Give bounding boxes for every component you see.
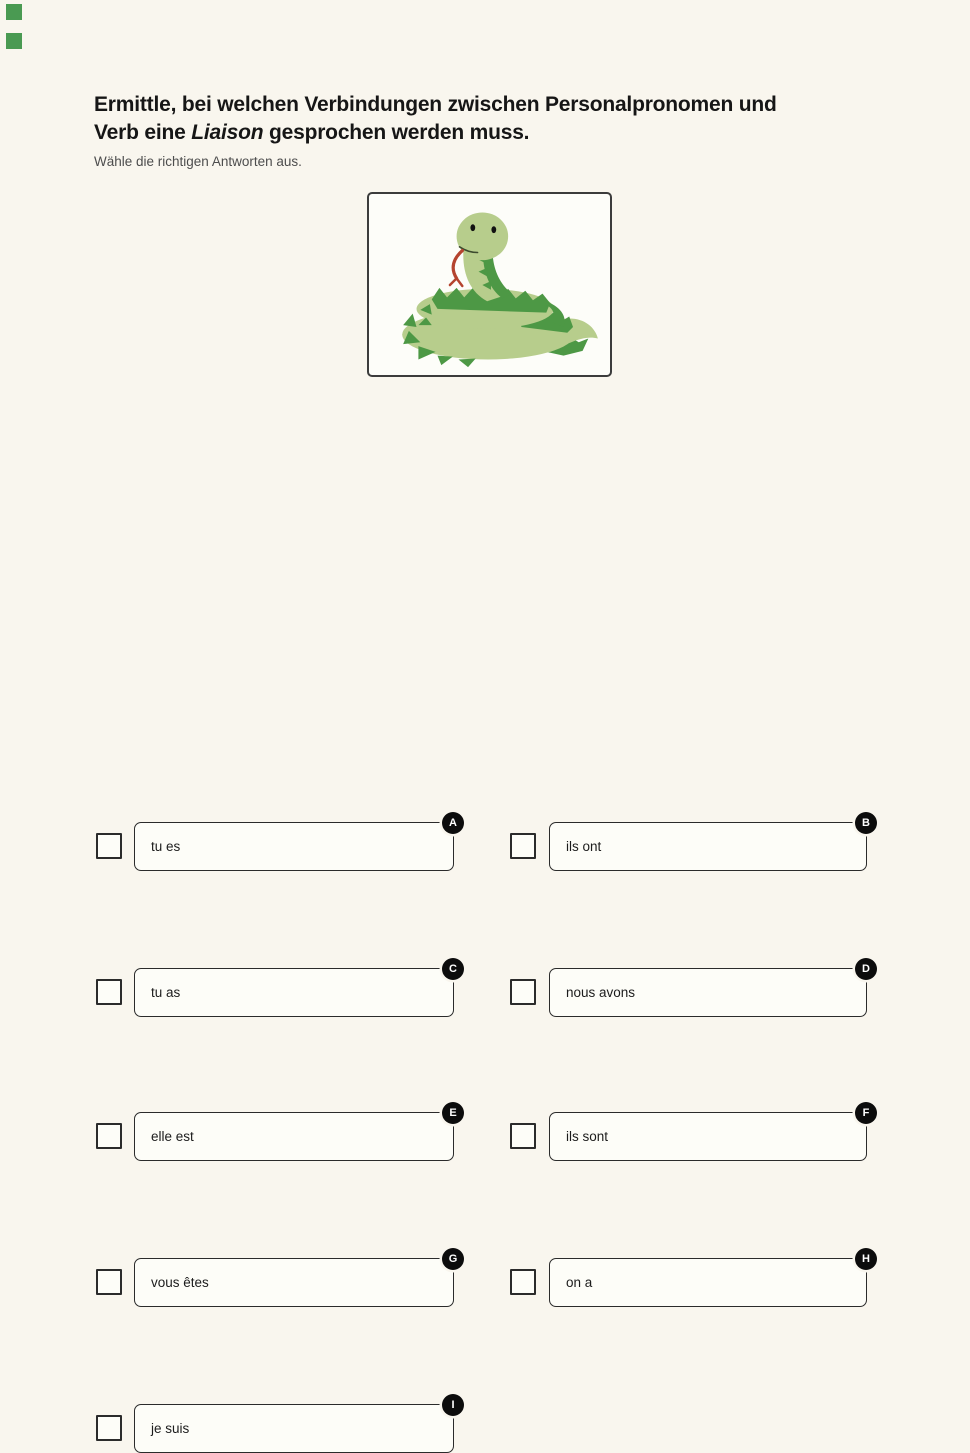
option-checkbox-b[interactable] <box>510 833 536 859</box>
option-letter-badge: E <box>442 1102 464 1124</box>
option-checkbox-i[interactable] <box>96 1415 122 1441</box>
italic-term: Liaison <box>191 121 264 144</box>
option-letter-badge: G <box>442 1248 464 1270</box>
option-checkbox-a[interactable] <box>96 833 122 859</box>
option-checkbox-g[interactable] <box>96 1269 122 1295</box>
option-letter-badge: B <box>855 812 877 834</box>
option-text: on a <box>566 1275 593 1290</box>
exercise-instruction: Wähle die richtigen Antworten aus. <box>94 154 302 169</box>
option-text: tu as <box>151 985 181 1000</box>
exercise-title <box>94 91 894 147</box>
option-letter-badge: F <box>855 1102 877 1124</box>
option-box-a[interactable] <box>134 817 457 871</box>
option-letter-badge: C <box>442 958 464 980</box>
option-text: tu es <box>151 839 181 854</box>
option-text: ils sont <box>566 1129 609 1144</box>
option-checkbox-e[interactable] <box>96 1123 122 1149</box>
option-box-i[interactable] <box>134 1399 455 1453</box>
exercise-title-line1: Ermittle, bei welchen Verbindungen zwischen Personalpronomen und <box>94 93 777 116</box>
option-box-h[interactable] <box>549 1253 870 1307</box>
option-box-e[interactable] <box>134 1107 457 1161</box>
option-box-d[interactable] <box>549 963 870 1017</box>
option-checkbox-c[interactable] <box>96 979 122 1005</box>
exercise-title-line2: Verb eine Liaison gesprochen werden muss. <box>94 121 530 144</box>
option-checkbox-h[interactable] <box>510 1269 536 1295</box>
option-box-f[interactable] <box>549 1107 870 1161</box>
option-text: nous avons <box>566 985 636 1000</box>
option-checkbox-d[interactable] <box>510 979 536 1005</box>
green-square-marker <box>6 4 22 20</box>
option-text: ils ont <box>566 839 602 854</box>
option-text: elle est <box>151 1129 194 1144</box>
option-box-c[interactable] <box>134 963 457 1017</box>
option-text: je suis <box>151 1421 190 1436</box>
option-letter-badge: A <box>442 812 464 834</box>
option-letter-badge: H <box>855 1248 877 1270</box>
snake-image <box>379 201 601 369</box>
option-letter-badge: D <box>855 958 877 980</box>
green-square-marker <box>6 33 22 49</box>
exercise-image-panel <box>367 192 612 377</box>
option-letter-badge: I <box>442 1394 464 1416</box>
option-text: vous êtes <box>151 1275 209 1290</box>
option-box-b[interactable] <box>549 817 870 871</box>
option-checkbox-f[interactable] <box>510 1123 536 1149</box>
option-box-g[interactable] <box>134 1253 458 1307</box>
